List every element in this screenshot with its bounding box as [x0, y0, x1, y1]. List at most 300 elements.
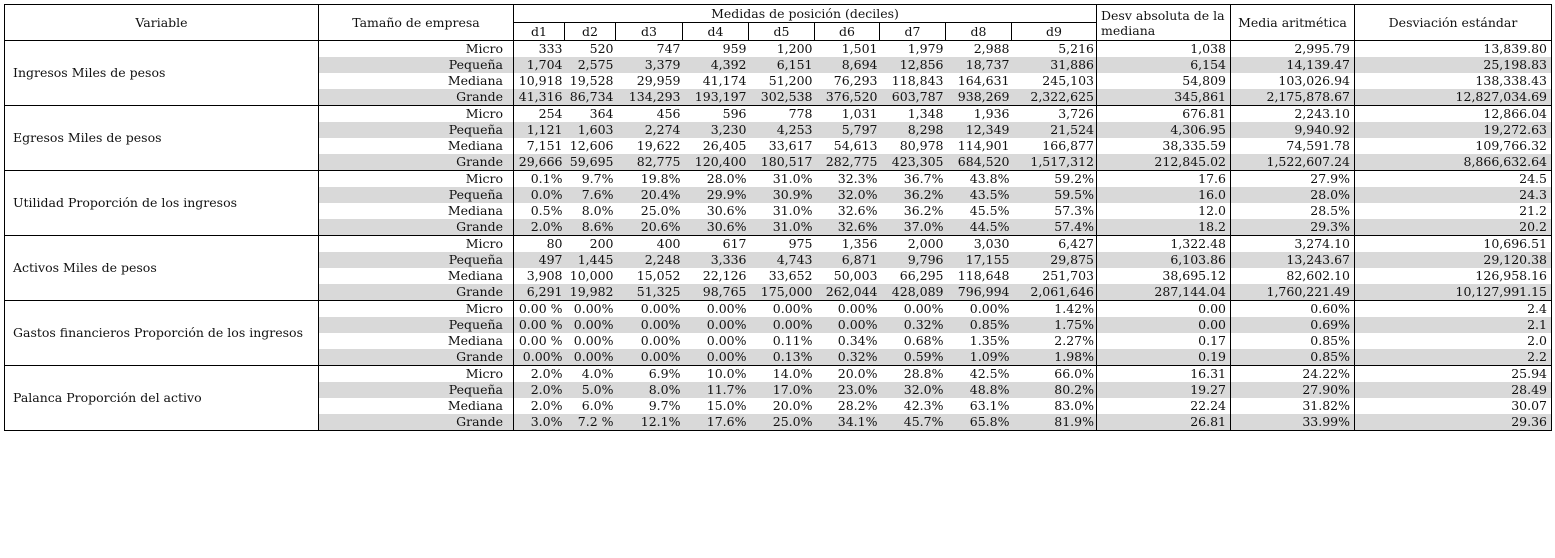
decile-5-cell: 4,743	[749, 252, 815, 268]
std-cell: 10,696.51	[1355, 236, 1552, 253]
decile-8-cell: 12,349	[946, 122, 1012, 138]
std-cell: 13,839.80	[1355, 41, 1552, 58]
decile-7-cell: 0.32%	[880, 317, 946, 333]
mean-cell: 0.60%	[1231, 301, 1355, 318]
decile-8-cell: 65.8%	[946, 414, 1012, 431]
decile-1-cell: 80	[514, 236, 565, 253]
decile-5-cell: 31.0%	[772, 203, 813, 218]
decile-8-cell: 1,936	[946, 106, 1012, 123]
company-size-cell: Pequeña	[319, 122, 514, 138]
decile-6-cell: 1,356	[815, 236, 880, 253]
decile-6-cell: 0.34%	[837, 333, 878, 348]
decile-3-cell: 8.0%	[616, 382, 683, 398]
header-decile-6: d6	[815, 23, 880, 41]
decile-5-cell: 33,652	[768, 268, 813, 283]
mean-cell: 29.3%	[1231, 219, 1355, 236]
decile-2-cell: 6.0%	[581, 398, 614, 413]
decile-7-cell: 0.00%	[880, 301, 946, 318]
decile-9-cell: 80.2%	[1012, 382, 1097, 398]
decile-3-cell: 20.6%	[616, 219, 683, 236]
decile-6-cell: 1,031	[815, 106, 880, 123]
mean-cell: 2,175,878.67	[1231, 89, 1355, 106]
decile-5-cell: 6,151	[749, 57, 815, 73]
decile-1-cell: 0.1%	[514, 171, 565, 188]
mad-cell: 26.81	[1097, 414, 1231, 431]
decile-4-cell: 15.0%	[706, 398, 747, 413]
decile-8-cell: 938,269	[946, 89, 1012, 106]
decile-3-cell: 3,379	[616, 57, 683, 73]
decile-1-cell: 1,704	[514, 57, 565, 73]
mean-cell: 0.69%	[1231, 317, 1355, 333]
header-decile-5: d5	[749, 23, 815, 41]
decile-5-cell: 25.0%	[749, 414, 815, 431]
decile-9-cell: 57.4%	[1012, 219, 1097, 236]
decile-3-cell: 0.00%	[616, 301, 683, 318]
mad-cell: 6,154	[1097, 57, 1231, 73]
decile-8-cell: 48.8%	[946, 382, 1012, 398]
std-cell: 2.4	[1355, 301, 1552, 318]
decile-7-cell: 45.7%	[880, 414, 946, 431]
header-decile-7: d7	[880, 23, 946, 41]
header-variable: Variable	[5, 5, 319, 41]
decile-4-cell: 596	[683, 106, 749, 123]
company-size-cell: Grande	[319, 414, 514, 431]
mean-cell: 0.85%	[1231, 349, 1355, 366]
mad-cell: 0.00	[1097, 317, 1231, 333]
header-position-measures: Medidas de posición (deciles)	[514, 5, 1097, 23]
std-cell: 2.2	[1355, 349, 1552, 366]
decile-4-cell: 617	[683, 236, 749, 253]
decile-7-cell: 32.0%	[880, 382, 946, 398]
decile-6-cell: 262,044	[815, 284, 880, 301]
decile-3-cell: 456	[616, 106, 683, 123]
mad-cell: 16.0	[1097, 187, 1231, 203]
decile-3-cell: 82,775	[616, 154, 683, 171]
table-row	[5, 41, 1552, 58]
decile-8-cell: 0.85%	[946, 317, 1012, 333]
decile-6-cell: 23.0%	[815, 382, 880, 398]
decile-2-cell: 4.0%	[565, 366, 616, 383]
decile-2-cell: 520	[565, 41, 616, 58]
std-cell: 138,338.43	[1355, 73, 1552, 89]
decile-9-cell: 21,524	[1012, 122, 1097, 138]
decile-1-cell: 2.0%	[514, 398, 565, 414]
decile-8-cell: 42.5%	[946, 366, 1012, 383]
header-decile-2: d2	[565, 23, 616, 41]
decile-5-cell: 180,517	[749, 154, 815, 171]
company-size-cell: Micro	[319, 236, 514, 253]
decile-7-cell: 2,000	[880, 236, 946, 253]
decile-1-cell: 0.00 %	[514, 301, 565, 318]
std-cell: 24.5	[1355, 171, 1552, 188]
decile-1-cell: 41,316	[514, 89, 565, 106]
decile-9-cell: 2.27%	[1012, 333, 1097, 349]
decile-4-cell: 3,336	[683, 252, 749, 268]
decile-6-cell: 50,003	[833, 268, 878, 283]
decile-9-cell: 29,875	[1012, 252, 1097, 268]
mean-cell: 2,995.79	[1231, 41, 1355, 58]
company-size-cell: Grande	[319, 284, 514, 301]
decile-9-cell: 5,216	[1012, 41, 1097, 58]
mean-cell: 24.22%	[1231, 366, 1355, 383]
mad-cell: 18.2	[1097, 219, 1231, 236]
decile-2-cell: 8.0%	[581, 203, 614, 218]
mad-cell: 19.27	[1097, 382, 1231, 398]
std-cell: 25.94	[1355, 366, 1552, 383]
decile-5-cell: 302,538	[749, 89, 815, 106]
decile-5-cell: 778	[749, 106, 815, 123]
decile-7-cell: 66,295	[899, 268, 944, 283]
decile-8-cell: 118,648	[957, 268, 1010, 283]
decile-4-cell: 26,405	[702, 138, 747, 153]
decile-6-cell: 8,694	[815, 57, 880, 73]
decile-7-cell: 1,979	[880, 41, 946, 58]
decile-7-cell: 0.68%	[903, 333, 944, 348]
deciles-statistics-table	[4, 4, 1552, 431]
company-size-cell: Pequeña	[319, 382, 514, 398]
decile-6-cell: 282,775	[815, 154, 880, 171]
decile-2-cell: 5.0%	[565, 382, 616, 398]
header-company-size: Tamaño de empresa	[319, 5, 514, 41]
decile-2-cell: 1,603	[565, 122, 616, 138]
decile-5-cell: 17.0%	[749, 382, 815, 398]
mad-cell: 1,322.48	[1097, 236, 1231, 253]
mean-cell: 13,243.67	[1231, 252, 1355, 268]
decile-5-cell: 31.0%	[749, 219, 815, 236]
std-cell: 24.3	[1355, 187, 1552, 203]
std-cell: 28.49	[1355, 382, 1552, 398]
mad-cell: 0.00	[1097, 301, 1231, 318]
decile-9-cell: 66.0%	[1012, 366, 1097, 383]
std-cell: 12,866.04	[1355, 106, 1552, 123]
decile-3-cell: 0.00%	[616, 349, 683, 366]
decile-4-cell: 22,126	[702, 268, 747, 283]
decile-4-cell: 120,400	[683, 154, 749, 171]
company-size-cell: Pequeña	[319, 252, 514, 268]
decile-8-cell: 114,901	[957, 138, 1010, 153]
decile-4-cell: 30.6%	[683, 219, 749, 236]
decile-2-cell: 86,734	[565, 89, 616, 106]
decile-6-cell: 34.1%	[815, 414, 880, 431]
decile-3-cell: 19.8%	[616, 171, 683, 188]
decile-5-cell: 0.13%	[749, 349, 815, 366]
decile-9-cell: 83.0%	[1012, 398, 1097, 414]
decile-9-cell: 251,703	[1012, 268, 1097, 284]
mean-cell: 0.85%	[1231, 333, 1355, 349]
decile-7-cell: 603,787	[880, 89, 946, 106]
decile-1-cell: 0.00 %	[514, 317, 565, 333]
decile-3-cell: 20.4%	[616, 187, 683, 203]
decile-9-cell: 245,103	[1012, 73, 1097, 89]
decile-1-cell: 254	[514, 106, 565, 123]
decile-9-cell: 3,726	[1012, 106, 1097, 123]
decile-2-cell: 19,982	[565, 284, 616, 301]
header-decile-3: d3	[616, 23, 683, 41]
decile-3-cell: 29,959	[636, 73, 681, 88]
mean-cell: 3,274.10	[1231, 236, 1355, 253]
mean-cell: 27.90%	[1231, 382, 1355, 398]
company-size-cell: Mediana	[319, 73, 514, 89]
company-size-cell: Pequeña	[319, 57, 514, 73]
decile-1-cell: 2.0%	[514, 382, 565, 398]
mad-cell: 12.0	[1097, 203, 1231, 219]
decile-5-cell: 0.11%	[772, 333, 813, 348]
decile-3-cell: 25.0%	[640, 203, 681, 218]
company-size-cell: Mediana	[319, 203, 514, 219]
decile-6-cell: 0.00%	[815, 301, 880, 318]
mad-cell: 676.81	[1097, 106, 1231, 123]
std-cell: 29,120.38	[1355, 252, 1552, 268]
company-size-cell: Pequeña	[319, 317, 514, 333]
decile-7-cell: 9,796	[880, 252, 946, 268]
decile-8-cell: 43.8%	[946, 171, 1012, 188]
decile-3-cell: 51,325	[616, 284, 683, 301]
decile-4-cell: 98,765	[683, 284, 749, 301]
company-size-cell: Grande	[319, 219, 514, 236]
decile-8-cell: 684,520	[946, 154, 1012, 171]
company-size-cell: Micro	[319, 301, 514, 318]
decile-6-cell: 20.0%	[815, 366, 880, 383]
decile-8-cell: 44.5%	[946, 219, 1012, 236]
decile-2-cell: 12,606	[569, 138, 614, 153]
decile-2-cell: 9.7%	[565, 171, 616, 188]
header-std: Desviación estándar	[1355, 5, 1552, 41]
table-header	[5, 5, 1552, 41]
decile-6-cell: 76,293	[833, 73, 878, 88]
decile-8-cell: 796,994	[946, 284, 1012, 301]
decile-6-cell: 0.00%	[815, 317, 880, 333]
mean-cell: 9,940.92	[1231, 122, 1355, 138]
variable-name: Activos Miles de pesos	[5, 236, 319, 301]
std-cell: 20.2	[1355, 219, 1552, 236]
decile-5-cell: 0.00%	[749, 317, 815, 333]
decile-8-cell: 63.1%	[969, 398, 1010, 413]
decile-1-cell: 3.0%	[514, 414, 565, 431]
table-body	[5, 41, 1552, 431]
variable-name: Ingresos Miles de pesos	[5, 41, 319, 106]
table-row	[5, 236, 1552, 253]
decile-6-cell: 54,613	[833, 138, 878, 153]
decile-2-cell: 10,000	[569, 268, 614, 283]
decile-2-cell: 8.6%	[565, 219, 616, 236]
decile-1-cell: 0.00%	[514, 349, 565, 366]
decile-8-cell: 3,030	[946, 236, 1012, 253]
decile-2-cell: 2,575	[565, 57, 616, 73]
decile-3-cell: 134,293	[616, 89, 683, 106]
decile-7-cell: 80,978	[899, 138, 944, 153]
decile-7-cell: 423,305	[880, 154, 946, 171]
decile-9-cell: 2,061,646	[1012, 284, 1097, 301]
decile-5-cell: 14.0%	[749, 366, 815, 383]
decile-5-cell: 0.00%	[749, 301, 815, 318]
decile-5-cell: 4,253	[749, 122, 815, 138]
decile-1-cell: 6,291	[514, 284, 565, 301]
std-cell: 10,127,991.15	[1355, 284, 1552, 301]
decile-9-cell: 57.3%	[1012, 203, 1097, 219]
decile-8-cell: 1.09%	[946, 349, 1012, 366]
decile-4-cell: 30.6%	[706, 203, 747, 218]
decile-7-cell: 28.8%	[880, 366, 946, 383]
decile-4-cell: 29.9%	[683, 187, 749, 203]
company-size-cell: Pequeña	[319, 187, 514, 203]
decile-4-cell: 28.0%	[683, 171, 749, 188]
decile-9-cell: 31,886	[1012, 57, 1097, 73]
company-size-cell: Micro	[319, 171, 514, 188]
company-size-cell: Mediana	[319, 268, 514, 284]
header-mad: Desv absoluta de la mediana	[1097, 5, 1231, 41]
decile-8-cell: 17,155	[946, 252, 1012, 268]
decile-1-cell: 333	[514, 41, 565, 58]
decile-7-cell: 1,348	[880, 106, 946, 123]
decile-2-cell: 7.2 %	[565, 414, 616, 431]
table-row	[5, 301, 1552, 318]
std-cell: 2.0	[1355, 333, 1552, 349]
decile-1-cell: 2.0%	[514, 366, 565, 383]
mad-cell: 16.31	[1097, 366, 1231, 383]
decile-7-cell: 12,856	[880, 57, 946, 73]
mad-cell: 6,103.86	[1097, 252, 1231, 268]
decile-7-cell: 42.3%	[903, 398, 944, 413]
decile-3-cell: 2,274	[616, 122, 683, 138]
decile-1-cell: 2.0%	[514, 219, 565, 236]
decile-6-cell: 376,520	[815, 89, 880, 106]
std-cell: 8,866,632.64	[1355, 154, 1552, 171]
table-row	[5, 171, 1552, 188]
decile-7-cell: 36.2%	[880, 187, 946, 203]
mean-cell: 103,026.94	[1231, 73, 1355, 89]
decile-7-cell: 0.59%	[880, 349, 946, 366]
decile-1-cell: 0.00 %	[514, 333, 565, 349]
decile-9-cell: 59.5%	[1012, 187, 1097, 203]
decile-8-cell: 2,988	[946, 41, 1012, 58]
decile-5-cell: 975	[749, 236, 815, 253]
variable-name: Gastos financieros Proporción de los ingresos	[5, 301, 319, 366]
decile-6-cell: 5,797	[815, 122, 880, 138]
table-row	[5, 366, 1552, 383]
decile-2-cell: 7.6%	[565, 187, 616, 203]
std-cell: 19,272.63	[1355, 122, 1552, 138]
mean-cell: 1,522,607.24	[1231, 154, 1355, 171]
decile-8-cell: 45.5%	[969, 203, 1010, 218]
decile-3-cell: 0.00%	[640, 333, 681, 348]
decile-5-cell: 1,200	[749, 41, 815, 58]
decile-4-cell: 4,392	[683, 57, 749, 73]
decile-7-cell: 36.7%	[880, 171, 946, 188]
decile-3-cell: 0.00%	[616, 317, 683, 333]
company-size-cell: Mediana	[319, 333, 514, 349]
decile-5-cell: 30.9%	[749, 187, 815, 203]
company-size-cell: Mediana	[319, 398, 514, 414]
decile-5-cell: 31.0%	[749, 171, 815, 188]
mean-cell: 2,243.10	[1231, 106, 1355, 123]
std-cell: 25,198.83	[1355, 57, 1552, 73]
decile-4-cell: 0.00%	[683, 317, 749, 333]
table-row	[5, 106, 1552, 123]
mad-cell: 0.17	[1097, 333, 1231, 349]
decile-8-cell: 0.00%	[946, 301, 1012, 318]
variable-name: Palanca Proporción del activo	[5, 366, 319, 431]
std-cell: 30.07	[1355, 398, 1552, 414]
mad-cell: 17.6	[1097, 171, 1231, 188]
decile-4-cell: 0.00%	[706, 333, 747, 348]
company-size-cell: Micro	[319, 366, 514, 383]
decile-1-cell: 10,918	[514, 73, 565, 89]
variable-name: Utilidad Proporción de los ingresos	[5, 171, 319, 236]
decile-3-cell: 19,622	[636, 138, 681, 153]
mad-cell: 0.19	[1097, 349, 1231, 366]
std-cell: 12,827,034.69	[1355, 89, 1552, 106]
mean-cell: 27.9%	[1231, 171, 1355, 188]
decile-1-cell: 497	[514, 252, 565, 268]
decile-2-cell: 0.00%	[573, 333, 614, 348]
company-size-cell: Grande	[319, 89, 514, 106]
decile-2-cell: 200	[565, 236, 616, 253]
company-size-cell: Micro	[319, 106, 514, 123]
decile-3-cell: 15,052	[636, 268, 681, 283]
header-decile-9: d9	[1012, 23, 1097, 41]
variable-name: Egresos Miles de pesos	[5, 106, 319, 171]
mad-cell: 212,845.02	[1097, 154, 1231, 171]
decile-6-cell: 28.2%	[837, 398, 878, 413]
mad-cell: 38,695.12	[1097, 268, 1231, 284]
decile-5-cell: 175,000	[749, 284, 815, 301]
company-size-cell: Grande	[319, 349, 514, 366]
decile-3-cell: 12.1%	[616, 414, 683, 431]
decile-7-cell: 118,843	[891, 73, 944, 88]
header-decile-4: d4	[683, 23, 749, 41]
decile-3-cell: 2,248	[616, 252, 683, 268]
decile-9-cell: 166,877	[1012, 138, 1097, 154]
header-decile-8: d8	[946, 23, 1012, 41]
decile-1-cell: 1,121	[514, 122, 565, 138]
std-cell: 21.2	[1355, 203, 1552, 219]
decile-7-cell: 36.2%	[903, 203, 944, 218]
decile-2-cell: 19,528	[569, 73, 614, 88]
header-decile-1: d1	[514, 23, 565, 41]
decile-2-cell: 0.00%	[565, 349, 616, 366]
mad-cell: 4,306.95	[1097, 122, 1231, 138]
decile-3-cell: 9.7%	[648, 398, 681, 413]
decile-9-cell: 1.75%	[1012, 317, 1097, 333]
company-size-cell: Grande	[319, 154, 514, 171]
decile-6-cell: 0.32%	[815, 349, 880, 366]
decile-2-cell: 59,695	[565, 154, 616, 171]
company-size-cell: Mediana	[319, 138, 514, 154]
mad-cell: 345,861	[1097, 89, 1231, 106]
decile-6-cell: 1,501	[815, 41, 880, 58]
decile-7-cell: 428,089	[880, 284, 946, 301]
decile-4-cell: 11.7%	[683, 382, 749, 398]
decile-7-cell: 8,298	[880, 122, 946, 138]
mean-cell: 31.82%	[1231, 398, 1355, 414]
decile-1-cell: 3,908	[514, 268, 565, 284]
decile-9-cell: 1.98%	[1012, 349, 1097, 366]
decile-1-cell: 29,666	[514, 154, 565, 171]
decile-6-cell: 32.6%	[815, 219, 880, 236]
std-cell: 2.1	[1355, 317, 1552, 333]
decile-2-cell: 364	[565, 106, 616, 123]
decile-2-cell: 0.00%	[565, 317, 616, 333]
decile-6-cell: 32.3%	[815, 171, 880, 188]
std-cell: 29.36	[1355, 414, 1552, 431]
mean-cell: 1,760,221.49	[1231, 284, 1355, 301]
decile-1-cell: 7,151	[514, 138, 565, 154]
decile-6-cell: 6,871	[815, 252, 880, 268]
decile-1-cell: 0.0%	[514, 187, 565, 203]
decile-8-cell: 43.5%	[946, 187, 1012, 203]
decile-5-cell: 20.0%	[772, 398, 813, 413]
std-cell: 126,958.16	[1355, 268, 1552, 284]
